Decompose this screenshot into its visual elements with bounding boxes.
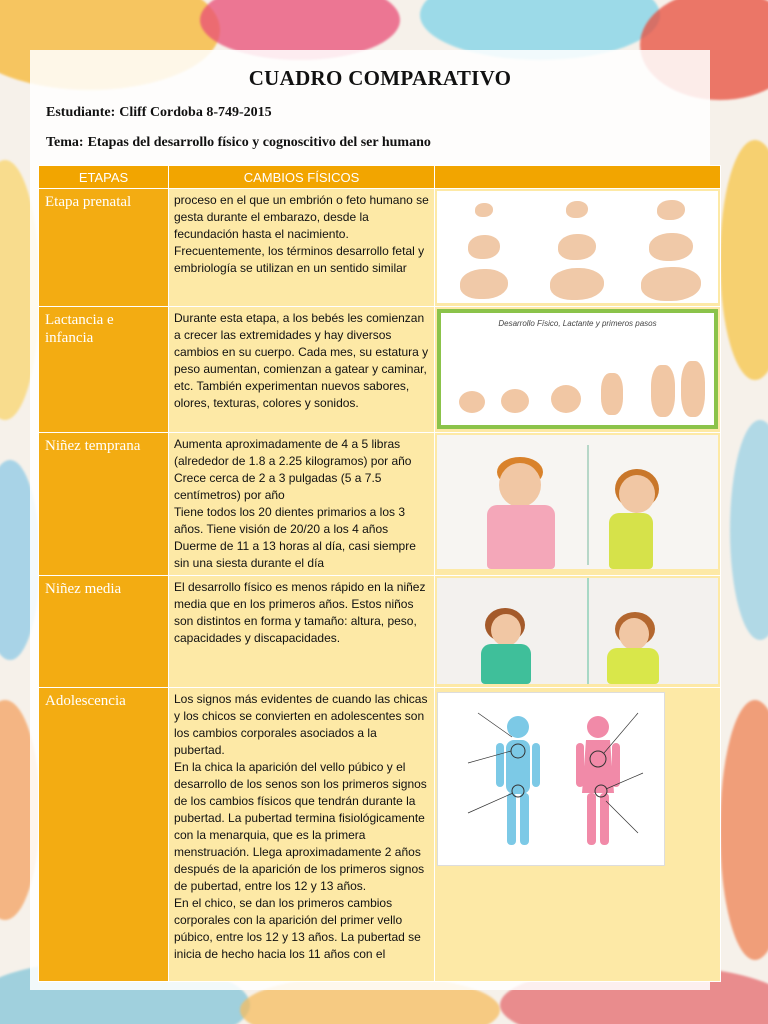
student-label: Estudiante: [46,105,116,120]
table-row [39,688,721,982]
table-header-row [39,166,721,189]
stage-cell: Etapa prenatal [39,189,169,307]
comparison-table [38,165,721,982]
student-line [46,105,722,121]
stage-cell: Niñez temprana [39,433,169,576]
stage-cell: Lactancia e infancia [39,307,169,433]
baby-crawling-image [437,309,718,429]
header-etapas: ETAPAS [39,166,169,189]
topic-label: Tema: [46,135,84,150]
image-caption: Desarrollo Físico, Lactante y primeros pasos [498,319,657,328]
document-title: CUADRO COMPARATIVO [248,66,512,90]
girls-height-image [437,578,718,684]
children-measuring-image [437,435,718,569]
table-row [39,576,721,688]
student-value: Cliff Cordoba 8-749-2015 [119,105,272,120]
description-cell: Aumenta aproximadamente de 4 a 5 libras (alrededor de 1.8 a 2.25 kilogramos) por año Crece cerca de 2 a 3 pulgadas (5 a 7.5 centímetros) por año Tiene todos los 20 dientes primarios a los 3 años. Tiene visión de 20/20 a los 4 años Duerme de 11 a 13 horas al día, casi siempre sin una siesta durante el día [169,433,435,576]
document-content [38,60,722,982]
topic-value: Etapas del desarrollo físico y cognoscitivo del ser humano [87,135,431,150]
embryo-stages-image [437,191,718,303]
header-image [435,166,721,189]
description-cell: Durante esta etapa, a los bebés les comienzan a crecer las extremidades y hay diversos cambios en su cuerpo. Cada mes, su estatura y peso aumentan, comienzan a gatear y caminar, etc. También experimentan nuevos sabores, olores, texturas, colores y sonidos. [169,307,435,433]
header-cambios-fisicos: CAMBIOS FÍSICOS [169,166,435,189]
puberty-body-diagram-image [437,692,665,866]
table-row [39,189,721,307]
topic-line [46,135,722,151]
description-cell: El desarrollo físico es menos rápido en la niñez media que en los primeros años. Estos niños son distintos en forma y tamaño: altura, peso, capacidades y discapacidades. [169,576,435,688]
table-row [39,433,721,576]
description-cell: proceso en el que un embrión o feto humano se gesta durante el embarazo, desde la fecundación hasta el nacimiento. Frecuentemente, los términos desarrollo fetal y embriología se utilizan en un sentido similar [169,189,435,307]
description-cell: Los signos más evidentes de cuando las chicas y los chicos se convierten en adolescentes son los cambios corporales asociados a la pubertad. En la chica la aparición del vello púbico y el desarrollo de los senos son los primeros signos de los cambios físicos que tendrán durante la pubertad. La pubertad termina fisiológicamente con la menarquia, que es la primera menstruación. Llega aproximadamente 2 años después de la aparición de los primeros signos de pubertad, entre los 12 y 13 años. En el chico, se dan los primeros cambios corporales con la aparición del primer vello púbico, entre los 12 y 13 años. La pubertad se inicia de hecho hacia los 11 años con el [169,688,435,982]
stage-cell: Adolescencia [39,688,169,982]
table-row [39,307,721,433]
stage-cell: Niñez media [39,576,169,688]
